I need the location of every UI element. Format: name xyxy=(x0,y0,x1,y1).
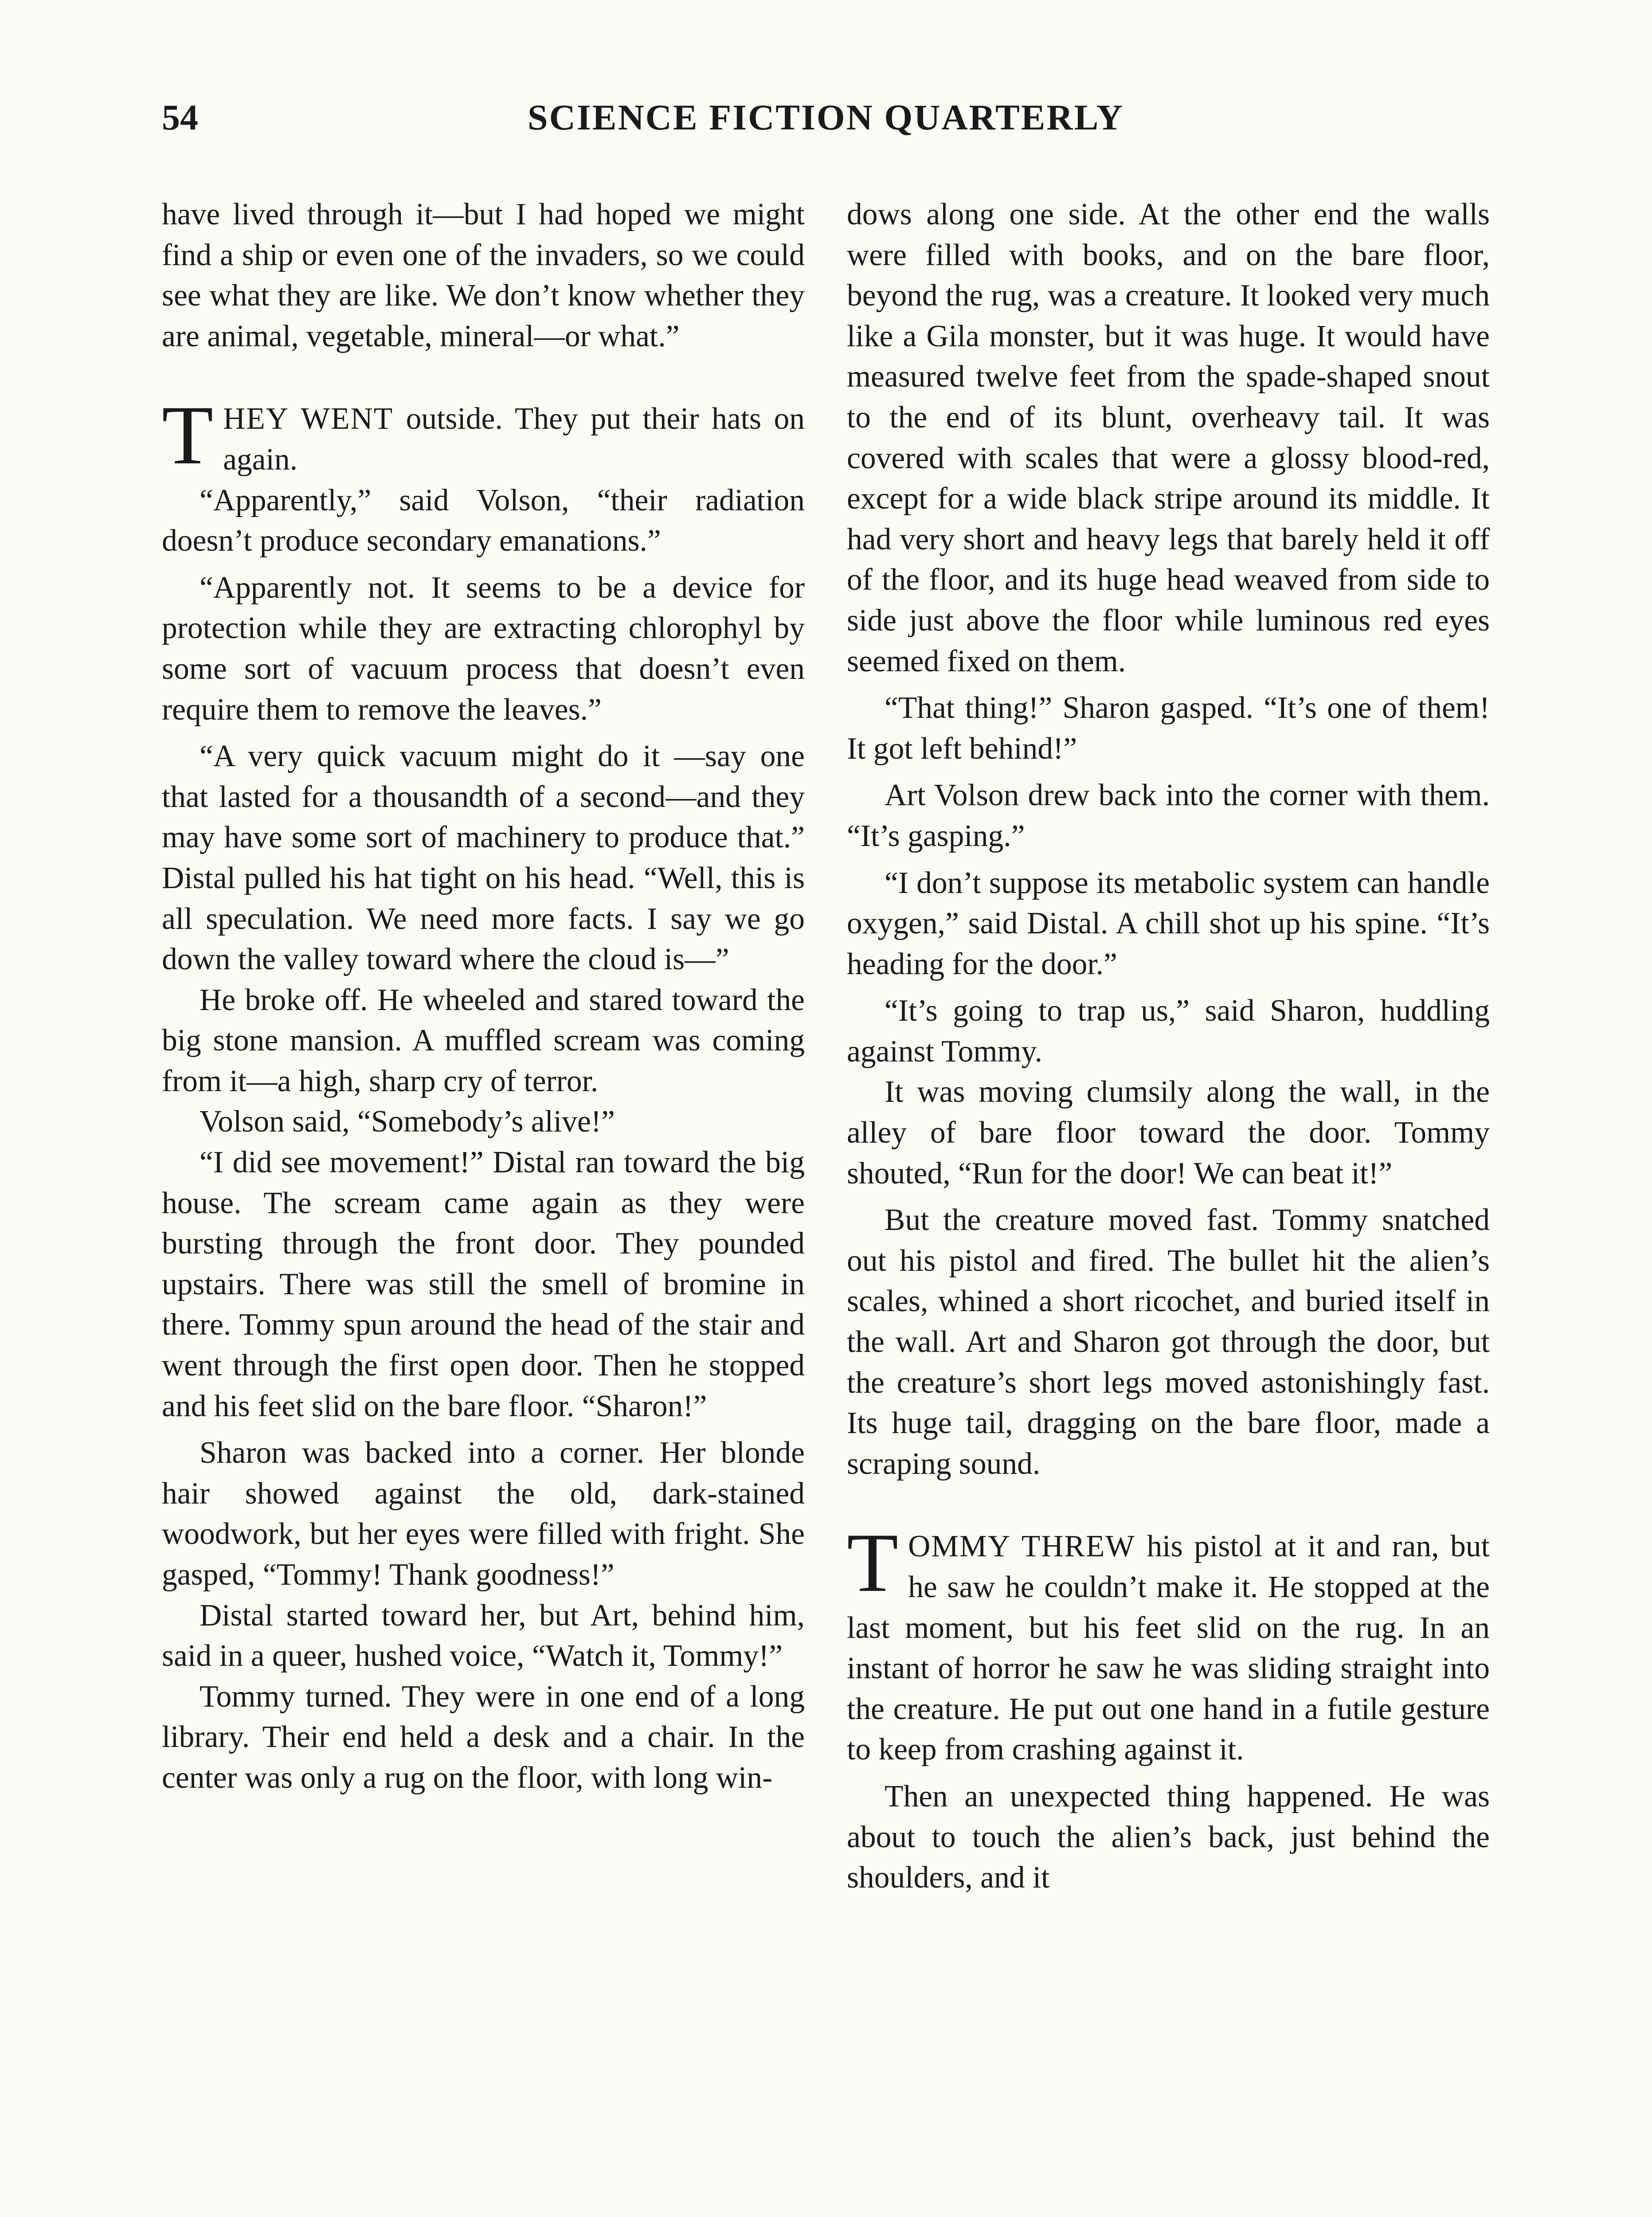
paragraph: “It’s going to trap us,” said Sharon, huddling against Tommy. xyxy=(847,994,1490,1069)
page-header xyxy=(162,97,1490,154)
paragraph: “A very quick vacuum might do it —say one that lasted for a thousandth of a second—and they may have some sort of machinery to produce that.” Distal pulled his hat tight on his head. “Well, this is all speculation. We need more facts. I say we go down the valley toward where the cloud is—” xyxy=(162,739,805,977)
left-column xyxy=(162,194,805,1798)
page-number: 54 xyxy=(162,97,198,137)
paragraph: “Apparently,” said Volson, “their radiation doesn’t produce secondary emanations.” xyxy=(162,483,805,558)
paragraph: He broke off. He wheeled and stared toward the big stone mansion. A muffled scream was coming from it—a high, sharp cry of terror. xyxy=(162,983,805,1098)
drop-cap: T xyxy=(847,1516,899,1610)
paragraph: Tommy turned. They were in one end of a long library. Their end held a desk and a chair. In the center was only a rug on the floor, with long win- xyxy=(162,1679,805,1795)
paragraph: Volson said, “Somebody’s alive!” xyxy=(200,1105,615,1139)
paragraph: Art Volson drew back into the corner with them. “It’s gasping.” xyxy=(847,778,1490,853)
section-lead-words: OMMY THREW xyxy=(908,1529,1135,1564)
paragraph: have lived through it—but I had hoped we might find a ship or even one of the invaders, so we could see what they are like. We don’t know whether they are animal, vegetable, mineral—or what.” xyxy=(162,197,805,353)
right-column xyxy=(847,194,1490,1898)
paragraph: But the creature moved fast. Tommy snatched out his pistol and fired. The bullet hit the alien’s scales, whined a short ricochet, and buried itself in the wall. Art and Sharon got through the door, but the creature’s short legs moved astonishingly fast. Its huge tail, dragging on the bare floor, made a scraping sound. xyxy=(847,1203,1490,1481)
section-opening-paragraph xyxy=(847,1516,1490,1770)
drop-cap: T xyxy=(162,389,214,482)
paragraph: Sharon was backed into a corner. Her blonde hair showed against the old, dark-stained woodwork, but her eyes were filled with fright. She gasped, “Tommy! Thank goodness!” xyxy=(162,1436,805,1592)
paragraph: dows along one side. At the other end the walls were filled with books, and on the bare floor, beyond the rug, was a creature. It looked very much like a Gila monster, but it was huge. It would have measured twelve feet from the spade-shaped snout to the end of its blunt, overheavy tail. It was covered with scales that were a glossy blood-red, except for a wide black stripe around its middle. It had very short and heavy legs that barely held it off of the floor, and its huge head weaved from side to side just above the floor while luminous red eyes seemed fixed on them. xyxy=(847,197,1490,678)
paragraph: Then an unexpected thing happened. He was about to touch the alien’s back, just behind the shoulders, and it xyxy=(847,1779,1490,1895)
paragraph: It was moving clumsily along the wall, in the alley of bare floor toward the door. Tommy shouted, “Run for the door! We can beat it!” xyxy=(847,1075,1490,1191)
paragraph: “Apparently not. It seems to be a device for protection while they are extracting chlorophyl by some sort of vacuum process that doesn’t even require them to remove the leaves.” xyxy=(162,570,805,727)
section-lead-words: HEY WENT xyxy=(223,402,394,436)
paragraph: Distal started toward her, but Art, behind him, said in a queer, hushed voice, “Watch it, Tommy!” xyxy=(162,1598,805,1673)
paragraph: “I did see movement!” Distal ran toward the big house. The scream came again as they were bursting through the front door. They pounded upstairs. There was still the smell of bromine in there. Tommy spun around the head of the stair and went through the first open door. Then he stopped and his feet slid on the bare floor. “Sharon!” xyxy=(162,1145,805,1423)
paragraph: “That thing!” Sharon gasped. “It’s one of them! It got left behind!” xyxy=(847,691,1490,766)
paragraph: “I don’t suppose its metabolic system can handle oxygen,” said Distal. A chill shot up his spine. “It’s heading for the door.” xyxy=(847,866,1490,981)
section-text: outside. They put their hats on again. xyxy=(223,402,805,477)
section-text: his pistol at it and ran, but he saw he couldn’t make it. He stopped at the last moment, but his feet slid on the rug. In an instant of horror he saw he was sliding straight into the creature. He put out one hand in a futile gesture to keep from crashing against it. xyxy=(847,1529,1490,1767)
running-title: SCIENCE FICTION QUARTERLY xyxy=(528,97,1124,137)
section-opening-paragraph xyxy=(162,389,805,482)
